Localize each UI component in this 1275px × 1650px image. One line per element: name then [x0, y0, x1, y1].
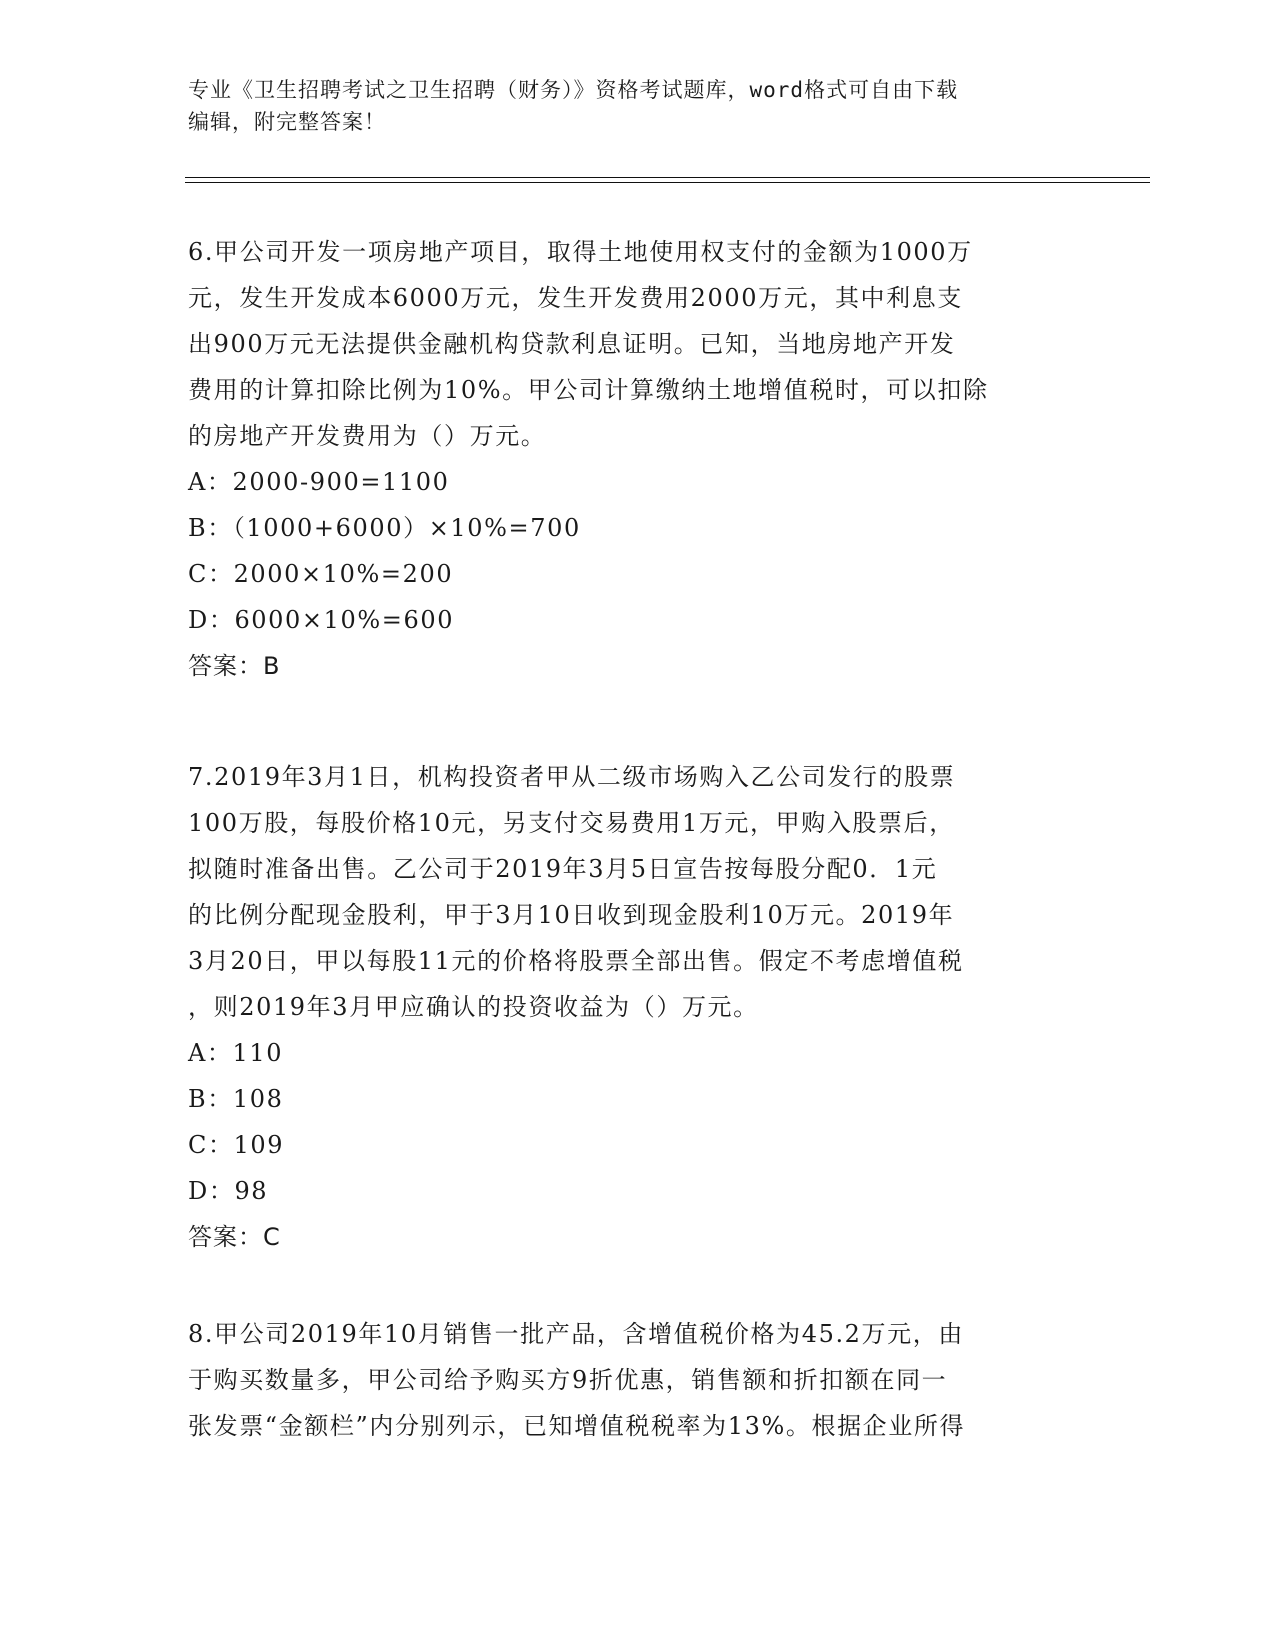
question-text-line: 7.2019年3月1日，机构投资者甲从二级市场购入乙公司发行的股票 — [188, 763, 956, 791]
question-text-line: 100万股，每股价格10元，另支付交易费用1万元，甲购入股票后， — [188, 809, 955, 837]
option-a: A：110 — [188, 1039, 284, 1067]
question-text-line: 3月20日，甲以每股11元的价格将股票全部出售。假定不考虑增值税 — [188, 947, 964, 975]
question-text-line: 张发票“金额栏”内分别列示，已知增值税税率为13%。根据企业所得 — [188, 1412, 966, 1440]
question-text-line: 拟随时准备出售。乙公司于2019年3月5日宣告按每股分配0．1元 — [188, 855, 938, 883]
question-7 — [188, 754, 1088, 1260]
header-line-2: 编辑，附完整答案！ — [188, 110, 386, 134]
answer: 答案：B — [188, 652, 281, 680]
option-c: C：2000×10%=200 — [188, 560, 454, 588]
question-6 — [188, 229, 1088, 689]
question-8 — [188, 1311, 1088, 1449]
option-c: C：109 — [188, 1131, 285, 1159]
question-text-line: 元，发生开发成本6000万元，发生开发费用2000万元，其中利息支 — [188, 284, 963, 312]
question-text-line: 出900万元无法提供金融机构贷款利息证明。已知，当地房地产开发 — [188, 330, 956, 358]
question-text-line: 8.甲公司2019年10月销售一批产品，含增值税价格为45.2万元，由 — [188, 1320, 964, 1348]
question-text-line: 于购买数量多，甲公司给予购买方9折优惠，销售额和折扣额在同一 — [188, 1366, 948, 1394]
option-b: B：108 — [188, 1085, 284, 1113]
header-line-1: 专业《卫生招聘考试之卫生招聘（财务）》资格考试题库，word格式可自由下载 — [188, 78, 959, 102]
question-text-line: 6.甲公司开发一项房地产项目，取得土地使用权支付的金额为1000万 — [188, 238, 973, 266]
option-d: D：98 — [188, 1177, 269, 1205]
question-text-line: 费用的计算扣除比例为10%。甲公司计算缴纳土地增值税时，可以扣除 — [188, 376, 989, 404]
question-text-line: 的比例分配现金股利，甲于3月10日收到现金股利10万元。2019年 — [188, 901, 955, 929]
header-divider-top — [185, 177, 1150, 178]
question-text-line: ，则2019年3月甲应确认的投资收益为（）万元。 — [188, 993, 759, 1021]
question-text-line: 的房地产开发费用为（）万元。 — [188, 422, 547, 450]
option-d: D：6000×10%=600 — [188, 606, 455, 634]
answer: 答案：C — [188, 1223, 281, 1251]
header-divider-bottom — [185, 182, 1150, 183]
option-b: B：（1000+6000）×10%=700 — [188, 514, 581, 542]
option-a: A：2000-900=1100 — [188, 468, 450, 496]
document-header — [188, 74, 1068, 138]
